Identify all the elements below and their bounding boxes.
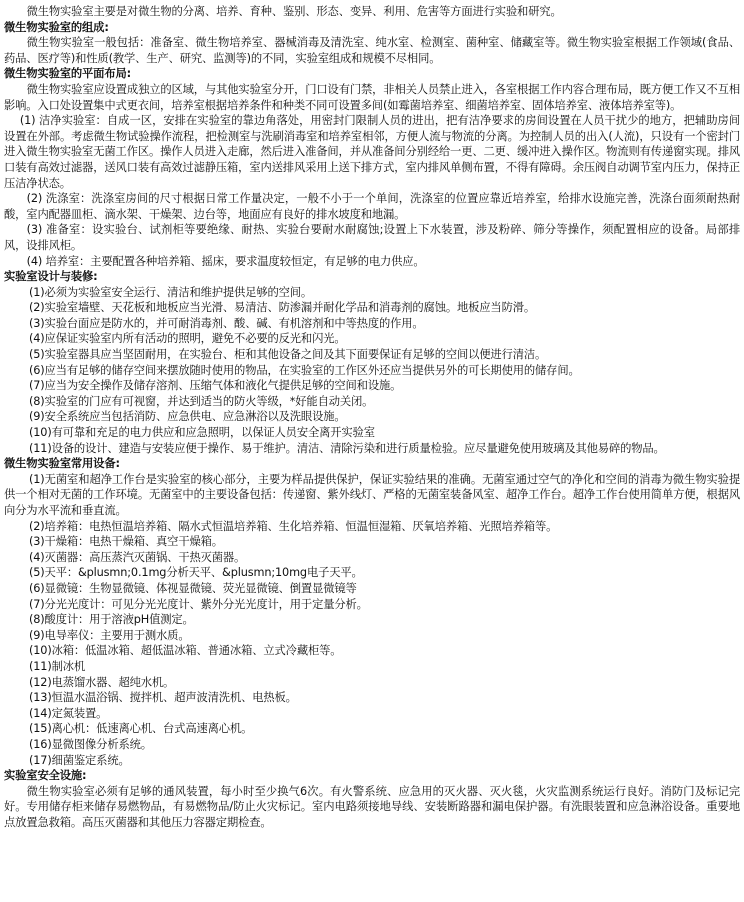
design-item: (6)应当有足够的储存空间来摆放随时使用的物品，在实验室的工作区外还应当提供另外的可长期使用的储存间。 (29, 363, 580, 377)
equipment-item: (13)恒温水温浴锅、搅拌机、超声波清洗机、电热板。 (29, 691, 297, 705)
layout-item: (2) 洗涤室：洗涤室房间的尺寸根据日常工作量决定，一般不小于一个单间，洗涤室的位置应靠近培养室，给排水设施完善，洗涤台面须耐热耐酸，室内配器皿柜、滴水架、干燥架、边台等，地面应有良好的排水坡度和地漏。 (4, 192, 740, 221)
equipment-item: (15)离心机：低速离心机、台式高速离心机。 (29, 722, 253, 736)
equipment-item: (12)电蒸馏水器、超纯水机。 (29, 675, 175, 689)
equipment-item: (17)细菌鉴定系统。 (29, 753, 130, 767)
section-heading-safety: 实验室安全设施: (4, 769, 87, 783)
equipment-item: (5)天平：&plusmn;0.1mg分析天平、&plusmn;10mg电子天平。 (29, 566, 363, 580)
layout-item: (3) 准备室：设实验台、试剂柜等要绝缘、耐热、实验台要耐水耐腐蚀;设置上下水装置，涉及粉碎、筛分等操作，须配置相应的设备。局部排风，设排风柜。 (4, 223, 740, 252)
equipment-item: (6)显微镜：生物显微镜、体视显微镜、荧光显微镜、倒置显微镜等 (29, 581, 357, 595)
layout-paragraph: 微生物实验室应设置成独立的区域，与其他实验室分开，门口设有门禁，非相关人员禁止进入，各室根据工作内容合理布局，既方便工作又不互相影响。入口处设置集中式更衣间，培养室根据培养条件和种类不同可设置多间(如霉菌培养室、细菌培养室、固体培养室、液体培养室等)。 (4, 82, 741, 112)
equipment-item: (10)冰箱：低温冰箱、超低温冰箱、普通冰箱、立式冷藏柜等。 (29, 644, 342, 658)
equipment-item: (2)培养箱：电热恒温培养箱、隔水式恒温培养箱、生化培养箱、恒温恒湿箱、厌氧培养箱、光照培养箱等。 (29, 519, 558, 533)
design-item: (7)应当为安全操作及储存溶剂、压缩气体和液化气提供足够的空间和设施。 (29, 379, 402, 393)
design-item: (4)应保证实验室内所有活动的照明，避免不必要的反光和闪光。 (29, 332, 346, 346)
design-item: (11)设备的设计、建造与安装应便于操作、易于维护。清洁、清除污染和进行质量检验。应尽量避免使用玻璃及其他易碎的物品。 (29, 441, 665, 455)
section-heading-composition: 微生物实验室的组成: (4, 20, 109, 34)
design-item: (2)实验室墙壁、天花板和地板应当光滑、易清洁、防渗漏并耐化学品和消毒剂的腐蚀。地板应当防滑。 (29, 301, 536, 315)
intro-paragraph: 微生物实验室主要是对微生物的分离、培养、育种、鉴别、形态、变异、利用、危害等方面进行实验和研究。 (26, 5, 562, 18)
design-item: (3)实验台面应是防水的，并可耐消毒剂、酸、碱、有机溶剂和中等热度的作用。 (29, 316, 424, 330)
layout-item: (4) 培养室：主要配置各种培养箱、摇床，要求温度较恒定，有足够的电力供应。 (26, 254, 425, 268)
equipment-item: (8)酸度计：用于溶液pH值测定。 (29, 613, 194, 627)
equipment-item: (4)灭菌器：高压蒸汽灭菌锅、干热灭菌器。 (29, 550, 246, 564)
section-heading-design: 实验室设计与装修: (4, 270, 98, 284)
equipment-item: (9)电导率仪：主要用于测水质。 (29, 628, 190, 642)
equipment-item: (1)无菌室和超净工作台是实验室的核心部分，主要为样品提供保护，保证实验结果的准确。无菌室通过空气的净化和空间的消毒为微生物实验提供一个相对无菌的工作环境。无菌室中的主要设备包括：传递窗、紫外线灯、严格的无菌室装备风室、超净工作台。超净工作台使用简单方便，根据风向分为水平流和垂直流。 (4, 472, 740, 517)
layout-item: (1) 洁净实验室：自成一区，安排在实验室的靠边角落处，用密封门限制人员的进出，把有洁净要求的房间设置在人员干扰少的地方，把辅助房间设置在外部。考虑微生物试验操作流程，把检测室与洗刷消毒室和培养室相邻，方便人流与物流的分离。为控制人员的出入(人流)，只设有一个密封门进入微生物实验室无菌工作区。操作人员进入走廊，然后进入准备间，并从准备间分别经给一更、二更、缓冲进入操作区。物流则有传递窗实现。排风口装有高效过滤器，送风口装有高效过滤静压箱，室内送排风采用上送下排方式，室内排风单侧布置，不得有障碍。余压阀自动调节室内压力，保持正压洁净状态。 (4, 114, 740, 190)
design-item: (10)有可靠和充足的电力供应和应急照明，以保证人员安全离开实验室 (29, 426, 375, 440)
section-heading-equipment: 微生物实验室常用设备: (4, 457, 120, 471)
equipment-item: (16)显微图像分析系统。 (29, 737, 152, 751)
design-item: (9)安全系统应当包括消防、应急供电、应急淋浴以及洗眼设施。 (29, 410, 346, 424)
equipment-item: (3)干燥箱：电热干燥箱、真空干燥箱。 (29, 535, 223, 549)
design-item: (5)实验室器具应当坚固耐用，在实验台、柜和其他设备之间及其下面要保证有足够的空间以便进行清洁。 (29, 348, 547, 362)
equipment-item: (11)制冰机 (29, 659, 86, 673)
equipment-item: (7)分光光度计：可见分光光度计、紫外分光光度计，用于定量分析。 (29, 597, 368, 611)
equipment-item: (14)定氮装置。 (29, 706, 108, 720)
design-item: (8)实验室的门应有可视窗，并达到适当的防火等级，*好能自动关闭。 (29, 394, 374, 408)
safety-paragraph: 微生物实验室必须有足够的通风装置，每小时至少换气6次。有火警系统、应急用的灭火器、灭火毯，火灾监测系统运行良好。消防门及标记完好。专用储存柜来储存易燃物品，有易燃物品/防止火灾标记。室内电路须接地导线、安装断路器和漏电保护器。有洗眼装置和应急淋浴设备。重要地点放置急救箱。高压灭菌器和其他压力容器定期检查。 (4, 784, 740, 829)
design-item: (1)必须为实验室安全运行、清洁和维护提供足够的空间。 (29, 285, 313, 299)
composition-paragraph: 微生物实验室一般包括：准备室、微生物培养室、器械消毒及清洗室、纯水室、检测室、菌种室、储藏室等。微生物实验室根据工作领域(食品、药品、医疗等)和性质(教学、生产、研究、监测等)的不同，实验室组成和规模不尽相同。 (4, 36, 740, 65)
section-heading-layout: 微生物实验室的平面布局: (4, 67, 131, 81)
